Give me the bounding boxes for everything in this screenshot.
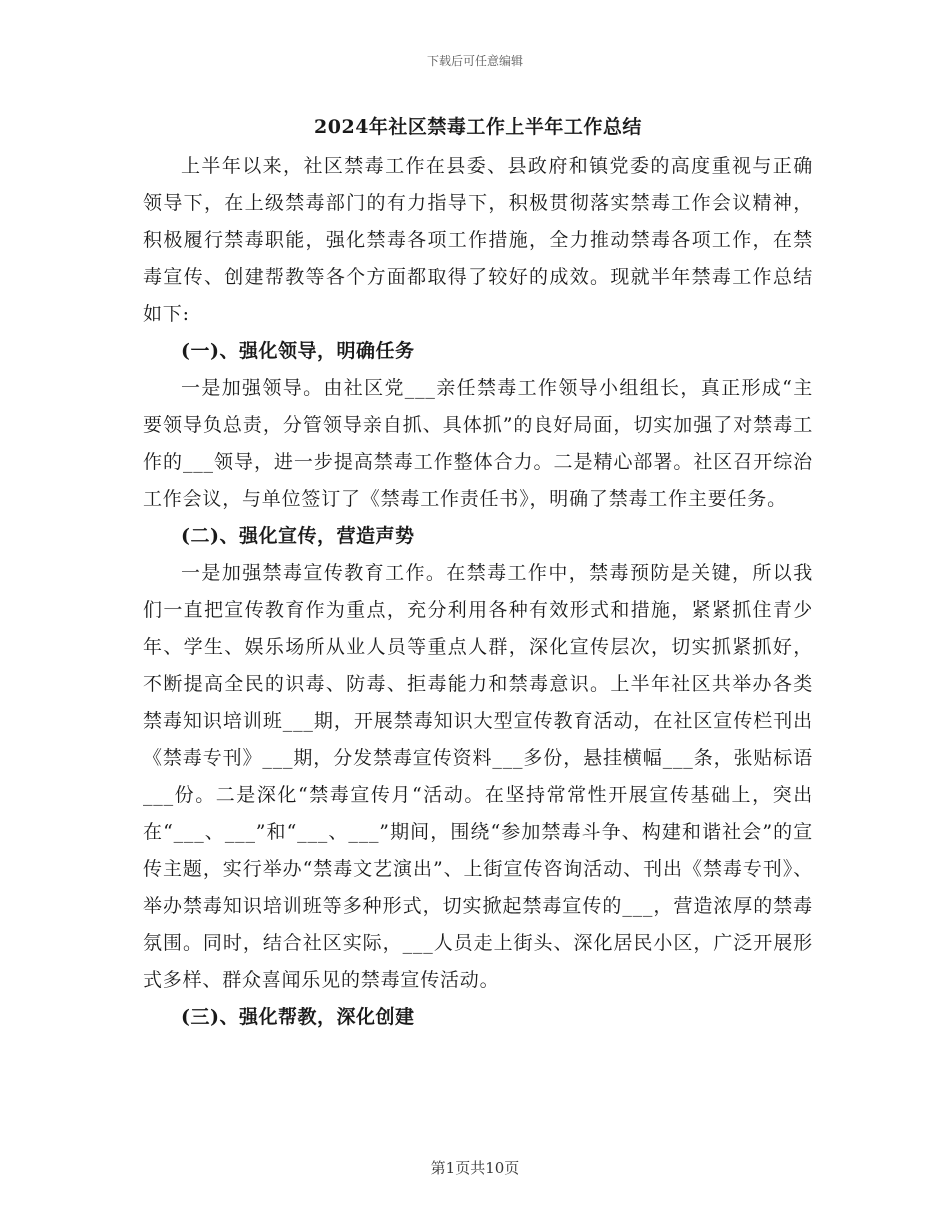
document-title: 2024年社区禁毒工作上半年工作总结 bbox=[314, 116, 642, 138]
page-number: 第1页共10页 bbox=[430, 1159, 520, 1177]
section-2-paragraph: 一是加强禁毒宣传教育工作。在禁毒工作中，禁毒预防是关键，所以我们一直把宣传教育作为重点，充分利用各种有效形式和措施，紧紧抓住青少年、学生、娱乐场所从业人员等重点人群，深化宣传层次，切实抓紧抓好，不断提高全民的识毒、防毒、拒毒能力和禁毒意识。上半年社区共举办各类禁毒知识培训班___期，开展禁毒知识大型宣传教育活动，在社区宣传栏刊出《禁毒专刊》___期，分发禁毒宣传资料___多份，悬挂横幅___条，张贴标语___份。二是深化“禁毒宣传月“活动。在坚持常常性开展宣传基础上，突出在“___、___”和“___、___”期间，围绕“参加禁毒斗争、构建和谐社会”的宣传主题，实行举办“禁毒文艺演出”、上街宣传咨询活动、刊出《禁毒专刊》、举办禁毒知识培训班等多种形式，切实掀起禁毒宣传的___，营造浓厚的禁毒氛围。同时，结合社区实际，___人员走上街头、深化居民小区，广泛开展形式多样、群众喜闻乐见的禁毒宣传活动。 bbox=[143, 562, 813, 991]
intro-paragraph: 上半年以来，社区禁毒工作在县委、县政府和镇党委的高度重视与正确领导下，在上级禁毒部门的有力指导下，积极贯彻落实禁毒工作会议精神，积极履行禁毒职能，强化禁毒各项工作措施，全力推动禁毒各项工作，在禁毒宣传、创建帮教等各个方面都取得了较好的成效。现就半年禁毒工作总结如下: bbox=[143, 155, 813, 325]
section-heading-3: (三)、强化帮教，深化创建 bbox=[181, 1006, 415, 1028]
page-header-note: 下载后可任意编辑 bbox=[426, 54, 523, 68]
section-heading-2: (二)、强化宣传，营造声势 bbox=[181, 525, 415, 547]
section-1-paragraph: 一是加强领导。由社区党___亲任禁毒工作领导小组组长，真正形成“主要领导负总责，分管领导亲自抓、具体抓”的良好局面，切实加强了对禁毒工作的___领导，进一步提高禁毒工作整体合力。二是精心部署。社区召开综治工作会议，与单位签订了《禁毒工作责任书》，明确了禁毒工作主要任务。 bbox=[143, 377, 813, 510]
section-heading-1: (一)、强化领导，明确任务 bbox=[181, 340, 415, 362]
document-body bbox=[143, 112, 813, 1036]
